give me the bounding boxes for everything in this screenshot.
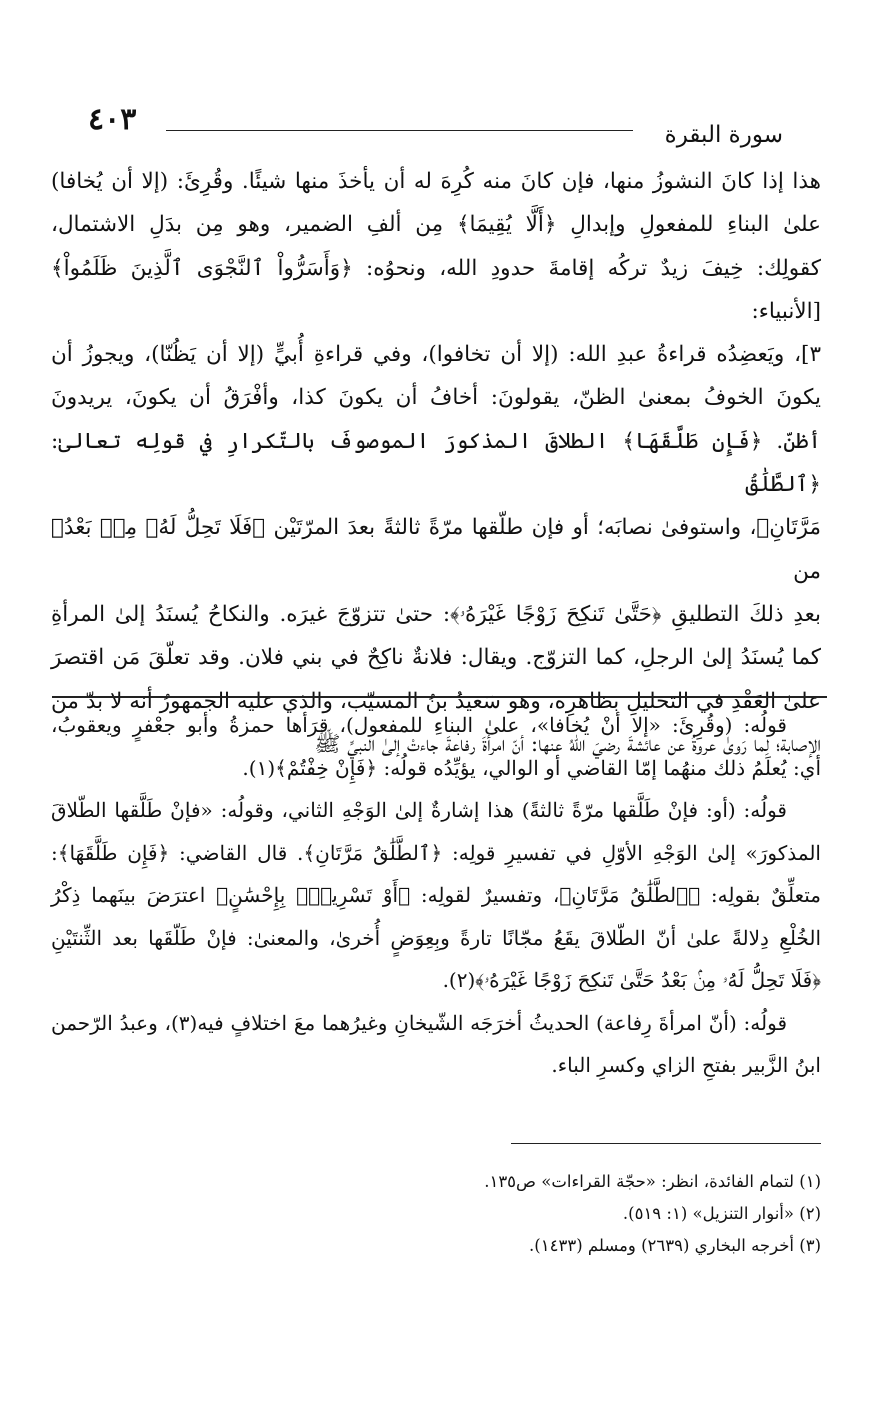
main-text-line: مَرَّتَانِ﴾، واستوفىٰ نصابَه؛ أو فإن طلّقها مرّةً ثالثةً بعدَ المرّتَيْن ﴿فَلَا تَحِلُّ لَهُۥ مِنۢ بَعْدُ﴾ من — [51, 515, 821, 584]
commentary-block — [51, 704, 821, 1087]
commentary-line: أي: يُعلَمُ ذلك منهُما إمّا القاضي أو الوالي، يؤيِّدُه قولُه: ﴿فَإِنْ خِفْتُمْ﴾(١). — [242, 755, 821, 780]
footnote: (٢) «أنوار التنزيل» (١: ٥١٩). — [622, 1204, 821, 1223]
page-number: ٤٠٣ — [88, 102, 137, 137]
surah-title: سورة البقرة — [664, 122, 783, 148]
main-text-line: ٣]، ويَعضِدُه قراءةُ عبدِ الله: (إلا أن تخافوا)، وفي قراءةِ أُبيٍّ (إلا أن يَظُنّا)، ويجوزُ أن — [51, 342, 821, 368]
commentary-line: متعلِّقٌ بقولِه: ﴿ٱلطَّلَٰقُ مَرَّتَانِ﴾، وتفسيرٌ لقولِه: ﴿أَوْ تَسْرِيحٌۢ بِإِحْسَٰنٍ﴾ اعترَضَ بينَهما ذِكْرُ — [51, 883, 821, 907]
main-text-line: هذا إذا كانَ النشوزُ منها، فإن كانَ منه كُرِهَ له أن يأخذَ منها شيئًا. وقُرِئَ: (إلا أن يُخافا) — [51, 169, 821, 194]
commentary-line: المذكورَ» إلىٰ الوَجْهِ الأوّلِ في تفسيرِ قولِه: ﴿ٱلطَّلَٰقُ مَرَّتَانِ﴾. قال القاضي: ﴿فَإِن طَلَّقَهَا﴾: — [51, 840, 821, 865]
commentary-line: الخُلْعِ دِلالةً علىٰ أنّ الطّلاقَ يقَعُ مجّانًا تارةً وبِعِوَضٍ أُخرىٰ، والمعنىٰ: فإنْ طَلّقَها بعد الثِّنتَيْنِ — [51, 925, 821, 950]
main-text-line: كقولِك: خِيفَ زيدٌ تركُه إقامةَ حدودِ الله، ونحوُه: ﴿وَأَسَرُّواْ ٱلنَّجْوَى ٱلَّذِينَ ظَلَمُواْ﴾ [الأنبياء: — [51, 255, 821, 324]
header-rule — [166, 130, 633, 131]
commentary-line: ابنُ الزَّبير بفتحِ الزاي وكسرِ الباء. — [551, 1053, 821, 1077]
main-text-line: أظنّ. ﴿فَإِن طَلَّقَهَا﴾ الطلاقَ المذكورَ الموصوفَ بالتّكرارِ في قولِه تعالىٰ: ﴿ٱلطَّلَٰقُ — [51, 428, 821, 498]
commentary-line: قولُه: (أنّ امرأةَ رِفاعة) الحديثُ أخرَجَه الشّيخانِ وغيرُهما معَ اختلافٍ فيه(٣)، وعبدُ الرّحمن — [51, 1010, 787, 1035]
main-text-line: الإصابة؛ لِما رَوىٰ عروةُ عن عائشةَ رضيَ اللهُ عنها: أنّ امرأةَ رفاعةَ جاءتْ إلىٰ النبيِّ ﷺ — [314, 731, 821, 757]
main-text-line: علىٰ العَقْدِ في التحليلِ بظاهرِه، وهو سَعيدُ بنُ المسيّب، والذي عليه الجمهورُ أنه لا بدّ من — [51, 688, 821, 714]
running-head — [88, 100, 783, 160]
commentary-line: قولُه: (أو: فإنْ طَلَّقها مرّةً ثالثةً) هذا إشارةٌ إلىٰ الوَجْهِ الثاني، وقولُه: «فإنْ طَلَّقها الطّلاقَ — [51, 798, 787, 822]
section-divider — [52, 696, 827, 698]
footnote: (٣) أخرجه البخاري (٢٦٣٩) ومسلم (١٤٣٣). — [529, 1236, 821, 1255]
main-text-line: كما يُسنَدُ إلىٰ الرجلِ، كما التزوّج. ويقال: فلانةٌ ناكِحٌ في بني فلان. وقد تعلّقَ مَن اقتصرَ — [51, 645, 821, 671]
main-text-line: بعدِ ذلكَ التطليقِ ﴿حَتَّىٰ تَنكِحَ زَوْجًا غَيْرَهُۥ﴾: حتىٰ تتزوّجَ غيرَه. والنكاحُ يُسنَدُ إلىٰ المرأةِ — [51, 601, 821, 627]
commentary-line: ﴿فَلَا تَحِلُّ لَهُۥ مِنۢ بَعْدُ حَتَّىٰ تَنكِحَ زَوْجًا غَيْرَهُۥ﴾(٢). — [442, 968, 821, 992]
main-text-block — [51, 160, 821, 766]
main-text-line: يكونَ الخوفُ بمعنىٰ الظنّ، يقولونَ: أخافُ أن يكونَ كذا، وأفْرَقُ أن يكونَ، يريدونَ — [51, 385, 821, 411]
footnotes-block — [51, 1166, 821, 1262]
main-text-line: علىٰ البناءِ للمفعولِ وإبدالِ ﴿أَلَّا يُقِيمَا﴾ مِن ألفِ الضمير، وهو مِن بدَلِ الاشتمال، — [51, 212, 821, 238]
footnote-divider — [511, 1143, 821, 1144]
commentary-line: قولُه: (وقُرِئَ: «إلا أنْ يُخافا»، علىٰ البناءِ للمفعول)، قرَأها حمزةُ وأبو جعْفرٍ ويعقوبُ، — [51, 713, 787, 737]
footnote: (١) لتمام الفائدة، انظر: «حجّة القراءات» ص١٣٥. — [484, 1172, 821, 1191]
